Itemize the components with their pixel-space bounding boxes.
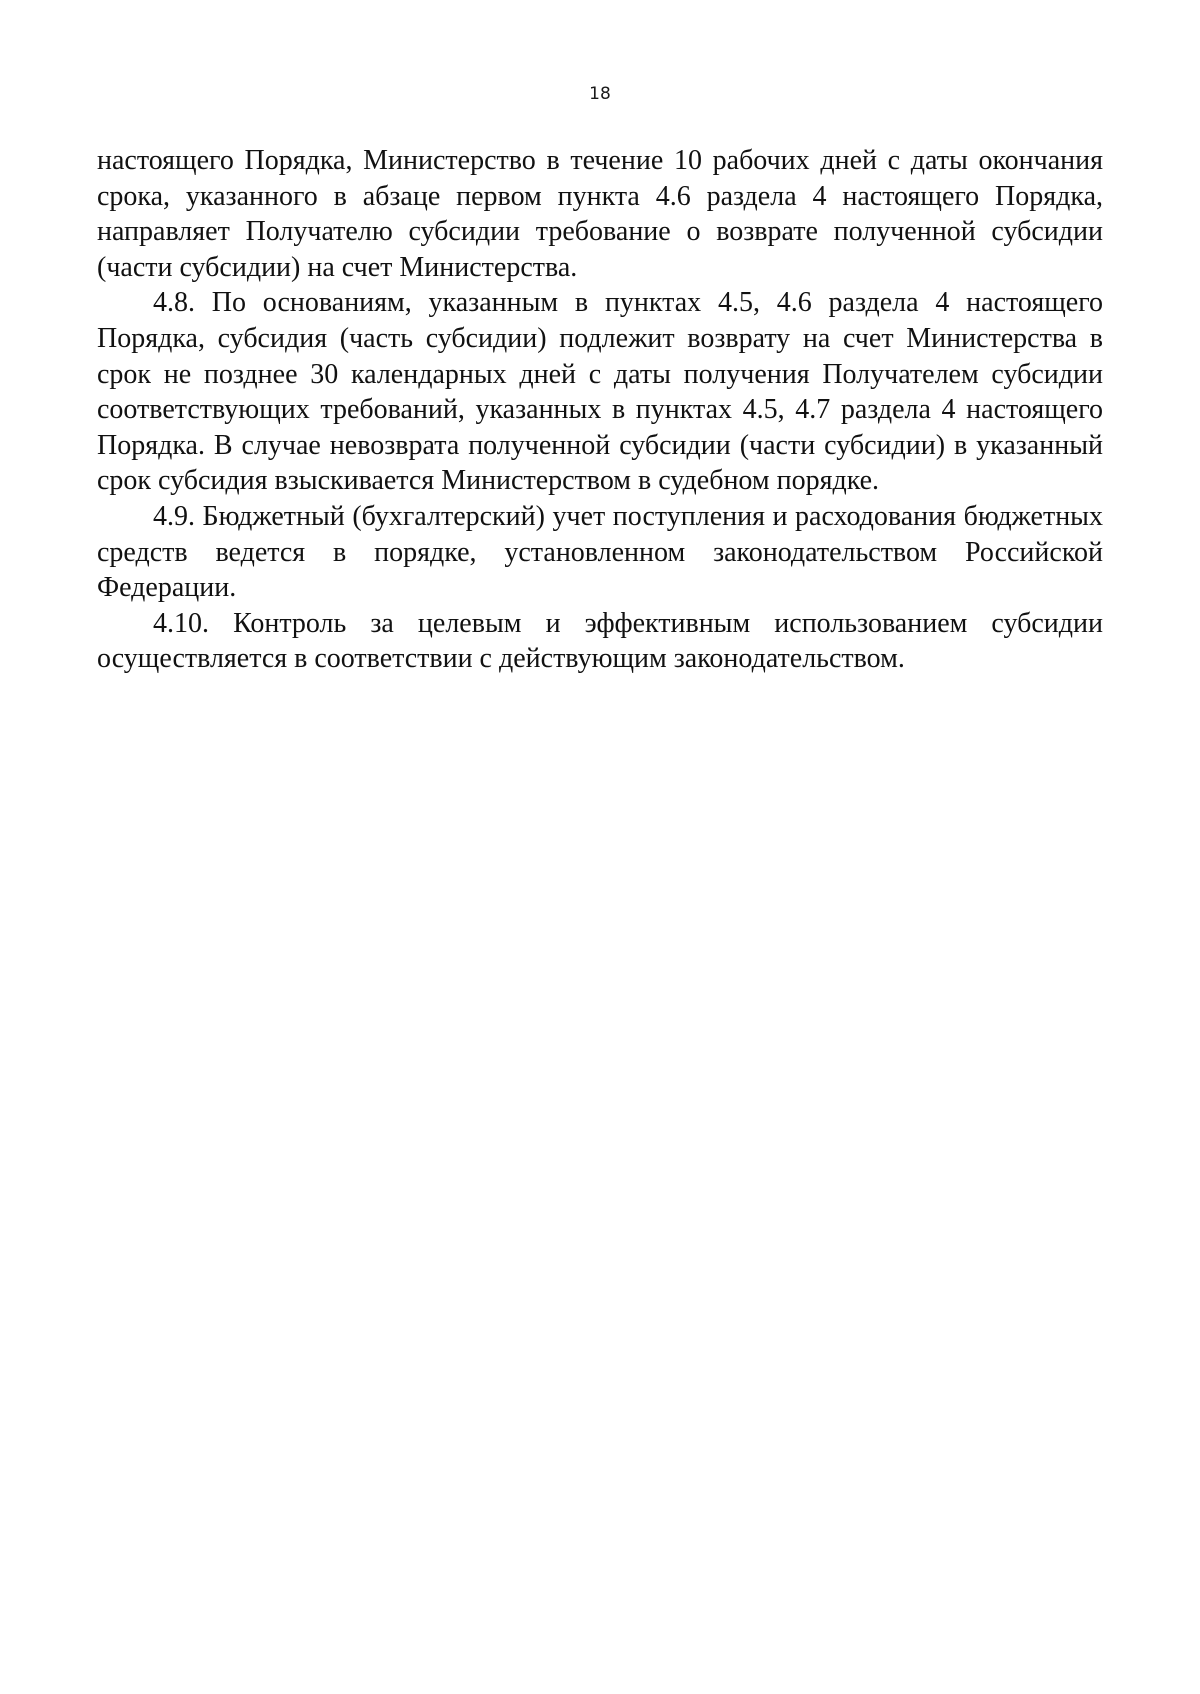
- paragraph-4-8: 4.8. По основаниям, указанным в пунктах 4.5, 4.6 раздела 4 настоящего Порядка, субсидия (часть субсидии) подлежит возврату на счет Министерства в срок не позднее 30 календарных дней с даты получения Получателем субсидии соответствующих требований, указанных в пунктах 4.5, 4.7 раздела 4 настоящего Порядка. В случае невозврата полученной субсидии (части субсидии) в указанный срок субсидия взыскивается Министерством в судебном порядке.: [97, 287, 1103, 497]
- page-number: 18: [589, 84, 611, 104]
- document-body: [97, 143, 1103, 677]
- paragraph-4-10: 4.10. Контроль за целевым и эффективным использованием субсидии осуществляется в соответствии с действующим законодательством.: [97, 607, 1103, 675]
- paragraph-continuation: настоящего Порядка, Министерство в течение 10 рабочих дней с даты окончания срока, указанного в абзаце первом пункта 4.6 раздела 4 настоящего Порядка, направляет Получателю субсидии требование о возврате полученной субсидии (части субсидии) на счет Министерства.: [97, 145, 1103, 283]
- paragraph-4-9: 4.9. Бюджетный (бухгалтерский) учет поступления и расходования бюджетных средств ведется в порядке, установленном законодательством Российской Федерации.: [97, 500, 1103, 604]
